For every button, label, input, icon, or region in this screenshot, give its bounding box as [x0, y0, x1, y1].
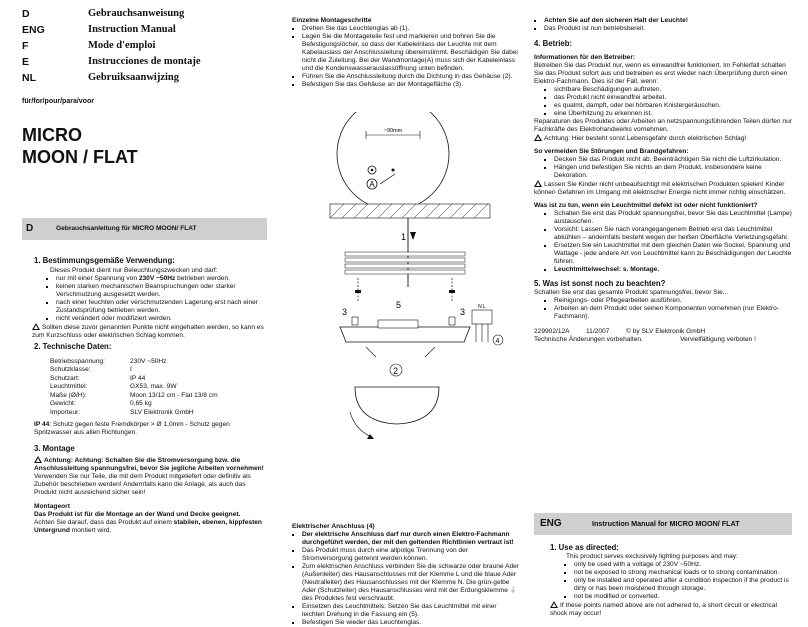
- section-1: [34, 256, 266, 340]
- list-item: ▪ Schalten Sie erst das Produkt spannungsfrei, bevor Sie das Leuchtmittel (Lampe) austauschen.: [554, 210, 792, 226]
- spec-value: Moon 13/12 cm - Flat 13/8 cm: [130, 391, 218, 399]
- language-title: Instrucciones de montaje: [88, 56, 201, 67]
- spec-key: Schutzklasse:: [50, 366, 91, 374]
- montageort-bold: Das Produkt ist für die Montage an der Wand und Decke geeignet.: [34, 510, 241, 518]
- tech-data-table: [50, 358, 218, 418]
- list-item: ▪ only be installed and operated after a condition inspection if the product is dirty or has been moistened through storage.: [574, 577, 790, 593]
- language-row: [22, 38, 267, 54]
- list-item: ▪ Hängen und befestigen Sie nichts an dem Produkt, insbesondere keine Dekoration.: [554, 164, 792, 180]
- table-row: [50, 400, 218, 409]
- table-row: [50, 366, 218, 375]
- housing-base: [340, 327, 470, 342]
- footer-left: Technische Änderungen vorbehalten.: [534, 336, 643, 344]
- language-title: Gebruiksaanwijzing: [88, 72, 180, 83]
- list-item: ▪ nur mit einer Spannung von 230V ~50Hz betrieben werden.: [56, 275, 266, 283]
- warning-icon: [534, 180, 542, 187]
- dimension-label: ~90mm: [383, 128, 403, 134]
- list-item: ▪ Befestigen Sie das Gehäuse an der Montagefläche (3).: [302, 81, 520, 89]
- section-3: [34, 444, 266, 535]
- table-row: [50, 392, 218, 401]
- language-code: ENG: [22, 24, 45, 36]
- mounting-diagram: [300, 112, 512, 522]
- section-band-eng: [534, 513, 792, 535]
- list-item: ▪ Zum elektrischen Anschluss verbinden Sie die schwarze oder braune Ader (Außenleiter) des Hausanschlusses mit der Klemme L und die blaue Ader (Neutralleiter) des Hausanschlusses mit der Klemme N. Die grün-gelbe Ader (Schutzleiter) des Hausanschlusses wird mit der Erdungsklemme ⏚ des Produktes fest verschraubt.: [302, 563, 520, 603]
- spec-key: Betriebsspannung:: [50, 357, 105, 365]
- list-item: ▪ es qualmt, dampft, oder bei hörbaren Knistergeräuschen.: [554, 102, 792, 110]
- list-item: ▪ das Produkt nicht einwandfrei arbeitet.: [554, 94, 792, 102]
- defect-list: [544, 210, 792, 274]
- list-item: ▪ keinen starken mechanischen Beanspruchungen oder starker Verschmutzung ausgesetzt werden.: [56, 283, 266, 299]
- label-4: 4: [495, 338, 500, 345]
- col3-top-list: [534, 17, 792, 33]
- montageort-text: Achten Sie darauf, dass das Produkt auf einem: [34, 518, 174, 526]
- luminaire-glass: [355, 387, 439, 424]
- montageort-bold2: stabilen, ebenen, kippfesten Untergrund: [34, 518, 262, 534]
- spec-key: Gewicht:: [50, 400, 76, 408]
- list-item: ▪ Achten Sie auf den sicheren Halt der Leuchte!: [544, 17, 792, 25]
- table-row: [50, 358, 218, 367]
- section-3-heading: 3. Montage: [34, 444, 75, 453]
- language-row: [22, 22, 267, 38]
- avoid-warning: Lassen Sie Kinder nicht unbeaufsichtigt mit elektrischen Produkten spielen! Kinder können Gefahren im Umgang mit elektrischer Energie nicht immer richtig einschätzen.: [534, 181, 786, 197]
- spec-key: Leuchtmittel:: [50, 383, 88, 391]
- band-title: Gebrauchsanleitung für MICRO MOON/ FLAT: [56, 225, 197, 232]
- section-1-heading: 1. Bestimmungsgemäße Verwendung:: [34, 256, 175, 265]
- band-code: D: [26, 223, 34, 234]
- list-item: ▪ Das Produkt muss durch eine allpolige Trennung von der Stromversorgung getrennt werden können.: [302, 547, 520, 563]
- language-title: Gebrauchsanweisung: [88, 8, 185, 19]
- footer-right: Vervielfältigung verboten !: [680, 336, 756, 344]
- language-row: [22, 6, 267, 22]
- spec-value: IP 44: [130, 374, 146, 382]
- mounting-steps: [292, 17, 520, 89]
- section-1-warning: Sollten diese zuvor genannten Punkte nicht eingehalten werden, so kann es zum Kurzschluss oder elektrischen Schlag kommen.: [32, 323, 264, 339]
- label-5: 5: [396, 300, 402, 310]
- list-item: ▪ only be used with a voltage of 230V ~50Hz.: [574, 561, 790, 569]
- list-item: ▪ not be exposed to strong mechanical loads or to strong contamination.: [574, 569, 790, 577]
- table-row: [50, 383, 218, 392]
- ip-note-text: Schutz gegen feste Fremdkörper > Ø 1,0mm - Schutz gegen Spritzwasser aus allen Richtungen.: [34, 421, 230, 437]
- eng-intro: This product serves exclusively lighting purposes and may:: [566, 552, 738, 560]
- warning-icon: [32, 323, 40, 330]
- list-item: ▪ Legen Sie die Montageteile fest und markieren und bohren Sie die Befestigungslöcher, so dass der Kabeleinlass der Leuchte mit dem Kabelauslass der Anschlussleitung übereinstimmt. Beschädigen Sie dabei nicht die Zuleitung. Bei der Wandmontage(A) muss sich der Kabeleinlass und die Kondenswasserauslassöffnung unten befinden.: [302, 33, 520, 73]
- montageort-end: montiert wird.: [69, 526, 112, 534]
- list-item: ▪ eine Überhitzung zu erkennen ist.: [554, 110, 792, 118]
- info-list: [544, 86, 792, 118]
- list-item: ▪ nach einer feuchten oder verschmutzenden Lagerung erst nach einer Zustandsprüfung betrieben werden.: [56, 299, 266, 315]
- montageort-title: Montageort: [34, 502, 70, 510]
- spec-value: 0,65 kg: [130, 400, 152, 408]
- table-row: [50, 375, 218, 384]
- info-after: Reparaturen des Produktes oder Arbeiten an netzspannungsführenden Teilen dürfen nur Fachkräfte des Elektrohandwerks vornehmen.: [534, 117, 792, 133]
- band-code: ENG: [540, 518, 562, 529]
- band-title: Instruction Manual for MICRO MOON/ FLAT: [592, 519, 740, 528]
- eng-warning: If these points named above are not adhered to, a short circuit or electrical shock may occur!: [550, 601, 777, 617]
- list-item: ▪ Leuchtmittelwechsel: s. Montage.: [554, 266, 792, 274]
- product-name-line1: MICRO: [22, 125, 82, 145]
- electrical-list: [292, 531, 520, 627]
- avoid-list: [544, 156, 792, 180]
- footer-code: 229902/12A: [534, 328, 570, 335]
- spec-value: 230V ~50Hz: [130, 357, 167, 365]
- section-3-warning-rest: Verwenden Sie nur Teile, die mit dem Produkt mitgeliefert oder definitiv als Zubehör beschrieben werden! Andernfalls kann die Anlage, als auch das Produkt nicht ausreichend sicher sein!: [34, 472, 251, 496]
- mounting-steps-title: Einzelne Montageschritte: [292, 17, 372, 24]
- betrieb-heading: 4. Betrieb:: [534, 39, 573, 49]
- section-band-d: [22, 218, 267, 240]
- info-title: Informationen für den Betreiber:: [534, 53, 636, 61]
- avoid-title: So vermeiden Sie Störungen und Brandgefahren:: [534, 147, 689, 155]
- list-item: ▪ Der elektrische Anschluss darf nur durch einen Elektro-Fachmann durchgeführt werden, der mit den geltenden Richtlinien vertraut ist!: [302, 531, 520, 547]
- label-1: 2: [393, 366, 399, 376]
- section-1-list: [48, 275, 266, 323]
- label-3a: 3: [342, 307, 348, 317]
- list-item: ▪ Das Produkt ist nun betriebsbereit.: [544, 25, 792, 33]
- list-item: ▪ Ersetzen Sie ein Leuchtmittel mit dem gleichen Daten wie Sockel, Spannung und Wattage - jede andere Art von Leuchtmittel kann zu Beschädigungen der Leuchte führen.: [554, 242, 792, 266]
- warning-icon: [34, 456, 42, 463]
- section-5-heading: 5. Was ist sonst noch zu beachten?: [534, 279, 666, 289]
- list-item: ▪ not be modified or converted.: [574, 593, 790, 601]
- spec-key: Schutzart:: [50, 374, 80, 382]
- list-item: ▪ nicht verändert oder modifiziert werden.: [56, 315, 266, 323]
- spec-value: SLV Elektronik GmbH: [130, 408, 194, 416]
- section-3-warning-bold: Achtung: Achtung: Schalten Sie die Stromversorgung bzw. die Anschlussleitung spannungsfrei, bevor Sie jegliche Arbeiten vornehmen!: [34, 456, 264, 472]
- lamp-holder: [378, 320, 418, 328]
- eng-list: [564, 561, 790, 601]
- language-title: Mode d'emploi: [88, 40, 156, 51]
- info-warning: Achtung: Hier besteht sonst Lebensgefahr durch elektrischen Schlag!: [544, 134, 747, 142]
- section-1-intro: Dieses Produkt dient nur Beleuchtungszwecken und darf:: [50, 266, 218, 274]
- language-row: [22, 54, 267, 70]
- info-text: Betreiben Sie das Produkt nur, wenn es einwandfrei funktioniert. Im Fehlerfall schalten Sie das Produkt sofort aus und betreiben es erst wieder nach Überprüfung durch einen Elektro-Fachmann. Dies ist der Fall, wenn:: [534, 61, 788, 85]
- col3-top: [534, 17, 792, 344]
- language-title: Instruction Manual: [88, 24, 176, 35]
- section-5-intro: Schalten Sie erst das gesamte Produkt spannungsfrei, bevor Sie...: [534, 288, 729, 296]
- language-code: E: [22, 56, 30, 68]
- list-item: ▪ Decken Sie das Produkt nicht ab. Beeinträchtigen Sie nicht die Luftzirkulation.: [554, 156, 792, 164]
- list-item: ▪ Drehen Sie das Leuchtenglas ab (1).: [302, 25, 520, 33]
- footer-line-2: [534, 336, 756, 344]
- list-item: ▪ Führen Sie die Anschlussleitung durch die Dichtung in das Gehäuse (2).: [302, 73, 520, 81]
- luminaire-front-circle: [337, 112, 449, 210]
- language-code: NL: [22, 72, 36, 84]
- label-2: 1: [401, 232, 407, 242]
- ip-note: IP 44: Schutz gegen feste Fremdkörper > Ø 1,0mm - Schutz gegen Spritzwasser aus allen Richtungen.: [34, 421, 230, 437]
- mounting-steps-list: [292, 25, 520, 89]
- terminal-block: [472, 310, 492, 324]
- eng-section: [550, 543, 790, 618]
- language-code: D: [22, 8, 30, 20]
- list-item: ▪ Befestigen Sie wieder das Leuchtenglas.: [302, 619, 520, 627]
- footer-date: 11/2007: [586, 328, 610, 335]
- list-item: ▪ Reinigungs- oder Pflegearbeiten ausführen.: [554, 297, 792, 305]
- section-5-list: [544, 297, 792, 321]
- warning-icon: [534, 134, 542, 141]
- section-2-heading: 2. Technische Daten:: [34, 342, 112, 351]
- section-2: [34, 342, 266, 417]
- list-item: ▪ sichtbare Beschädigungen auftreten.: [554, 86, 792, 94]
- warning-icon: [550, 601, 558, 608]
- product-name-line2: MOON / FLAT: [22, 147, 138, 167]
- electrical-title: Elektrischer Anschluss (4): [292, 523, 375, 530]
- list-item: ▪ Einsetzen des Leuchtmittels: Setzen Sie das Leuchtmittel mit einer leichten Drehung in die Fassung ein (5).: [302, 603, 520, 619]
- footer-line-1: [534, 328, 792, 336]
- terminal-label: N L: [478, 304, 486, 310]
- spec-key: Importeur:: [50, 408, 81, 416]
- language-code: F: [22, 40, 29, 52]
- footer-company: © by SLV Elektronik GmbH: [626, 328, 706, 335]
- defect-title: Was ist zu tun, wenn ein Leuchtmittel defekt ist oder nicht funktioniert?: [534, 202, 758, 210]
- eng-heading: 1. Use as directed:: [550, 543, 619, 552]
- spec-key: Maße (Ø/H):: [50, 391, 87, 399]
- list-item: ▪ Vorsicht: Lassen Sie nach vorangegangenem Betrieb erst das Leuchtmittel abkühlen – andernfalls besteht wegen der heißen Oberfläche Verletzungsgefahr.: [554, 226, 792, 242]
- label-3b: 3: [460, 307, 466, 317]
- table-row: [50, 409, 218, 418]
- language-list: [22, 6, 267, 86]
- language-header: [22, 6, 267, 86]
- list-item: ▪ Arbeiten an dem Produkt oder seinen Komponenten vornehmen (nur Elektro-Fachmann).: [554, 305, 792, 321]
- language-row: [22, 70, 267, 86]
- electrical-connection: [292, 523, 520, 627]
- for-line: für/for/pour/para/voor: [22, 98, 94, 105]
- spec-value: GX53, max. 9W: [130, 383, 177, 391]
- spec-value: I: [130, 366, 132, 374]
- housing-ribs: [345, 252, 465, 274]
- label-a: A: [369, 180, 375, 189]
